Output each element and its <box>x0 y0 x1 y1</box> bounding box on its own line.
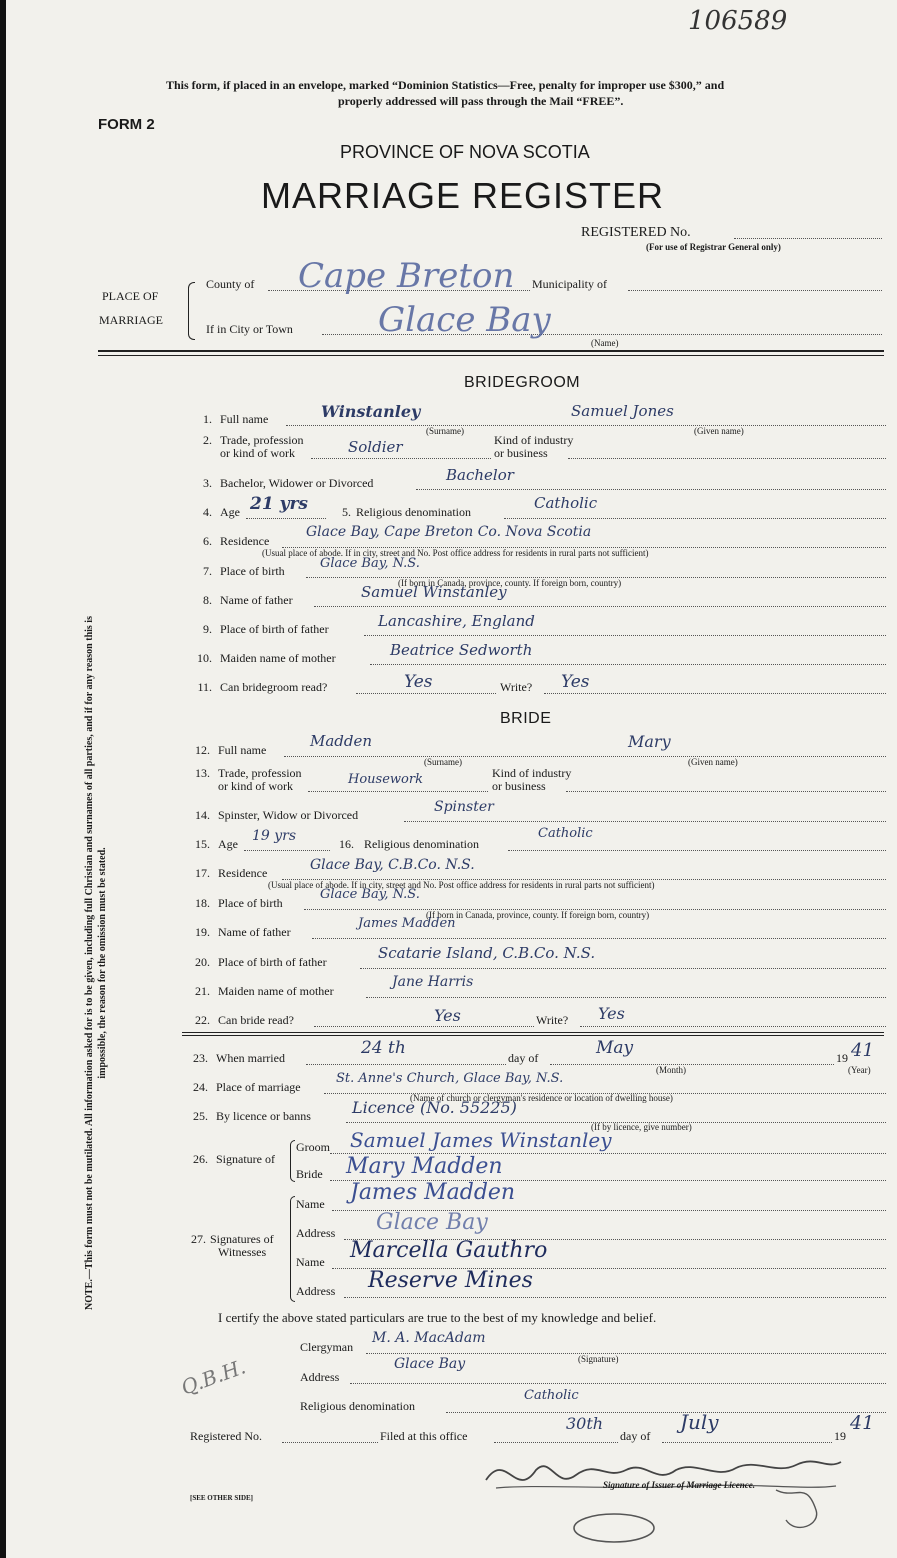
field-number: 19. <box>195 925 210 939</box>
married-day: 24 th <box>361 1038 406 1058</box>
groom-read-label: Can bridegroom read? <box>220 680 328 694</box>
groom-status-label: Bachelor, Widower or Divorced <box>220 476 374 490</box>
field-number: 14. <box>195 808 210 822</box>
groom-religion: Catholic <box>534 494 598 512</box>
month-note: (Month) <box>656 1065 686 1075</box>
field-number: 17. <box>195 866 210 880</box>
bride-surname: Madden <box>310 732 373 750</box>
registered-no-label-2: Registered No. <box>190 1429 262 1443</box>
municipality-label: Municipality of <box>532 277 607 291</box>
groom-given: Samuel Jones <box>571 402 674 420</box>
witness-1-address: Glace Bay <box>376 1210 488 1235</box>
when-married-label: When married <box>216 1051 285 1065</box>
issuer-note: Signature of Issuer of Marriage Licence. <box>603 1480 756 1490</box>
filed-day-of-label: day of <box>620 1429 651 1443</box>
page-title: MARRIAGE REGISTER <box>261 175 665 216</box>
place-label-1: PLACE OF <box>102 289 159 303</box>
groom-status: Bachelor <box>446 466 514 484</box>
filed-month: July <box>680 1410 719 1434</box>
marriage-place-note: (Name of church or clergyman's residence or location of dwelling house) <box>410 1093 673 1103</box>
groom-father-label: Name of father <box>220 593 293 607</box>
groom-birthplace-label: Place of birth <box>220 564 285 578</box>
bride-given-note: (Given name) <box>688 757 738 767</box>
city-value: Glace Bay <box>378 300 551 340</box>
bride-residence-label: Residence <box>218 866 268 880</box>
groom-surname: Winstanley <box>321 402 421 421</box>
province-heading: PROVINCE OF NOVA SCOTIA <box>340 142 590 162</box>
field-number: 21. <box>195 984 210 998</box>
field-number: 23. <box>193 1051 208 1065</box>
bride-religion-label: Religious denomination <box>364 837 479 851</box>
married-month: May <box>596 1038 634 1058</box>
clergyman-signature: M. A. MacAdam <box>372 1330 486 1346</box>
county-value: Cape Breton <box>298 256 515 296</box>
groom-residence-label: Residence <box>220 534 270 548</box>
name-note: (Name) <box>591 338 619 348</box>
groom-label: Groom <box>296 1140 330 1154</box>
field-number: 22. <box>195 1013 210 1027</box>
groom-trade-label-1: Trade, profession <box>220 433 304 447</box>
field-number: 2. <box>203 433 212 447</box>
county-label: County of <box>206 277 255 291</box>
groom-residence-note: (Usual place of abode. If in city, street and No. Post office address for residents in rural parts not sufficient) <box>262 548 649 558</box>
notice-line-2: properly addressed will pass through the Mail “FREE”. <box>338 94 624 108</box>
bride-status: Spinster <box>434 799 494 815</box>
bride-read: Yes <box>434 1006 461 1025</box>
filed-year: 41 <box>850 1412 875 1434</box>
field-number: 25. <box>193 1109 208 1123</box>
bride-label: Bride <box>296 1167 323 1181</box>
groom-trade: Soldier <box>348 438 403 456</box>
field-number: 18. <box>195 896 210 910</box>
field-number: 20. <box>195 955 210 969</box>
bride-trade: Housework <box>348 772 423 787</box>
groom-write: Yes <box>561 672 590 692</box>
bride-father-birth: Scatarie Island, C.B.Co. N.S. <box>378 944 596 962</box>
groom-birthplace: Glace Bay, N.S. <box>320 556 420 571</box>
see-other-side: [SEE OTHER SIDE] <box>190 1494 254 1502</box>
witness-1-name: James Madden <box>350 1180 516 1205</box>
field-number: 4. <box>203 505 212 519</box>
clergy-religion-label: Religious denomination <box>300 1399 415 1413</box>
groom-birth-note: (If born in Canada, province, county. If foreign born, country) <box>398 578 622 588</box>
field-number: 7. <box>203 564 212 578</box>
bride-industry-label-2: or business <box>492 779 546 793</box>
bride-trade-label-2: or kind of work <box>218 779 293 793</box>
bride-mother: Jane Harris <box>392 974 474 990</box>
field-number: 26. <box>193 1152 208 1166</box>
signature-of-label: Signature of <box>216 1152 275 1166</box>
form-label: FORM 2 <box>98 116 155 133</box>
clergy-address-label: Address <box>300 1370 340 1384</box>
bride-trade-label-1: Trade, profession <box>218 766 302 780</box>
field-number: 11. <box>197 680 212 694</box>
field-number: 10. <box>197 651 212 665</box>
field-number: 9. <box>203 622 212 636</box>
groom-mother: Beatrice Sedworth <box>390 641 533 659</box>
bride-industry-label-1: Kind of industry <box>492 766 572 780</box>
bride-age: 19 yrs <box>252 828 297 844</box>
clergy-religion: Catholic <box>524 1388 579 1403</box>
bride-write: Yes <box>598 1004 625 1023</box>
bride-birthplace: Glace Bay, N.S. <box>320 887 420 902</box>
year-note: (Year) <box>848 1065 871 1075</box>
notice-line-1: This form, if placed in an envelope, marked “Dominion Statistics—Free, penalty for improper use $300,” and <box>166 78 725 92</box>
bride-birth-note: (If born in Canada, province, county. If foreign born, country) <box>426 910 650 920</box>
clergy-address: Glace Bay <box>394 1356 466 1372</box>
field-number: 13. <box>195 766 210 780</box>
margin-note: NOTE.—This form must not be mutilated. All information asked for is to be given, including full Christian and surnames of all parties, and if for any reason this is impossible, the reason for the omission must be stated. <box>84 616 108 1310</box>
witness-2-address-label: Address <box>296 1284 336 1298</box>
field-number: 27. <box>191 1232 206 1246</box>
groom-read: Yes <box>404 672 433 692</box>
groom-surname-note: (Surname) <box>426 426 464 436</box>
place-label-2: MARRIAGE <box>99 313 164 327</box>
certify-statement: I certify the above stated particulars are true to the best of my knowledge and belief. <box>218 1310 657 1325</box>
witnesses-label-1: Signatures of <box>210 1232 274 1246</box>
bride-birthplace-label: Place of birth <box>218 896 283 910</box>
bride-father: James Madden <box>358 916 456 931</box>
groom-given-note: (Given name) <box>694 426 744 436</box>
witness-2-name-label: Name <box>296 1255 325 1269</box>
city-label: If in City or Town <box>206 322 293 336</box>
registered-no-label: REGISTERED No. <box>581 225 691 240</box>
filed-day: 30th <box>566 1414 604 1433</box>
witness-1-name-label: Name <box>296 1197 325 1211</box>
groom-age: 21 yrs <box>250 494 308 514</box>
licence-value: Licence (No. 55225) <box>352 1098 517 1117</box>
bride-heading: BRIDE <box>500 710 552 727</box>
stamp-number: 106589 <box>688 6 788 36</box>
field-number: 1. <box>203 412 212 426</box>
field-number: 24. <box>193 1080 208 1094</box>
bride-residence-note: (Usual place of abode. If in city, street and No. Post office address for residents in rural parts not sufficient) <box>268 880 655 890</box>
licence-note: (If by licence, give number) <box>591 1122 692 1132</box>
bride-given: Mary <box>628 732 671 751</box>
witness-1-address-label: Address <box>296 1226 336 1240</box>
bride-status-label: Spinster, Widow or Divorced <box>218 808 359 822</box>
groom-fullname-label: Full name <box>220 412 269 426</box>
day-of-label: day of <box>508 1051 539 1065</box>
groom-age-label: Age <box>220 505 240 519</box>
bride-read-label: Can bride read? <box>218 1013 294 1027</box>
bride-fullname-label: Full name <box>218 743 267 757</box>
groom-father: Samuel Winstanley <box>361 583 507 601</box>
margin-initials: Q.B.H. <box>177 1354 249 1400</box>
groom-trade-label-2: or kind of work <box>220 446 295 460</box>
clergyman-label: Clergyman <box>300 1340 354 1354</box>
bride-age-label: Age <box>218 837 238 851</box>
licence-label: By licence or banns <box>216 1109 311 1123</box>
witness-2-address: Reserve Mines <box>368 1268 533 1293</box>
groom-signature: Samuel James Winstanley <box>350 1128 612 1152</box>
bride-father-birth-label: Place of birth of father <box>218 955 327 969</box>
bride-mother-label: Maiden name of mother <box>218 984 334 998</box>
groom-industry-label-1: Kind of industry <box>494 433 574 447</box>
groom-write-label: Write? <box>500 680 533 694</box>
field-number: 8. <box>203 593 212 607</box>
bride-surname-note: (Surname) <box>424 757 462 767</box>
bride-write-label: Write? <box>536 1013 569 1027</box>
year-prefix: 19 <box>836 1051 848 1065</box>
filed-label: Filed at this office <box>380 1429 468 1443</box>
field-number: 12. <box>195 743 210 757</box>
bride-religion: Catholic <box>538 826 593 841</box>
groom-religion-label: Religious denomination <box>356 505 471 519</box>
groom-mother-label: Maiden name of mother <box>220 651 336 665</box>
groom-father-birth: Lancashire, England <box>378 612 535 630</box>
bride-father-label: Name of father <box>218 925 291 939</box>
witnesses-label-2: Witnesses <box>218 1245 267 1259</box>
groom-residence: Glace Bay, Cape Breton Co. Nova Scotia <box>306 524 592 540</box>
married-year: 41 <box>851 1040 874 1061</box>
groom-industry-label-2: or business <box>494 446 548 460</box>
field-number: 15. <box>195 837 210 851</box>
bride-residence: Glace Bay, C.B.Co. N.S. <box>310 857 475 873</box>
filed-year-prefix: 19 <box>834 1429 846 1443</box>
field-number: 3. <box>203 476 212 490</box>
groom-father-birth-label: Place of birth of father <box>220 622 329 636</box>
marriage-place: St. Anne's Church, Glace Bay, N.S. <box>336 1071 564 1086</box>
field-number: 6. <box>203 534 212 548</box>
place-of-marriage-label: Place of marriage <box>216 1080 301 1094</box>
signature-note: (Signature) <box>578 1354 619 1364</box>
witness-2-name: Marcella Gauthro <box>350 1238 548 1263</box>
bridegroom-heading: BRIDEGROOM <box>464 374 581 391</box>
bride-signature: Mary Madden <box>346 1154 503 1179</box>
field-number: 16. <box>339 837 354 851</box>
field-number: 5. <box>342 505 351 519</box>
registered-no-note: (For use of Registrar General only) <box>646 242 781 252</box>
issuer-signature <box>476 1440 856 1550</box>
